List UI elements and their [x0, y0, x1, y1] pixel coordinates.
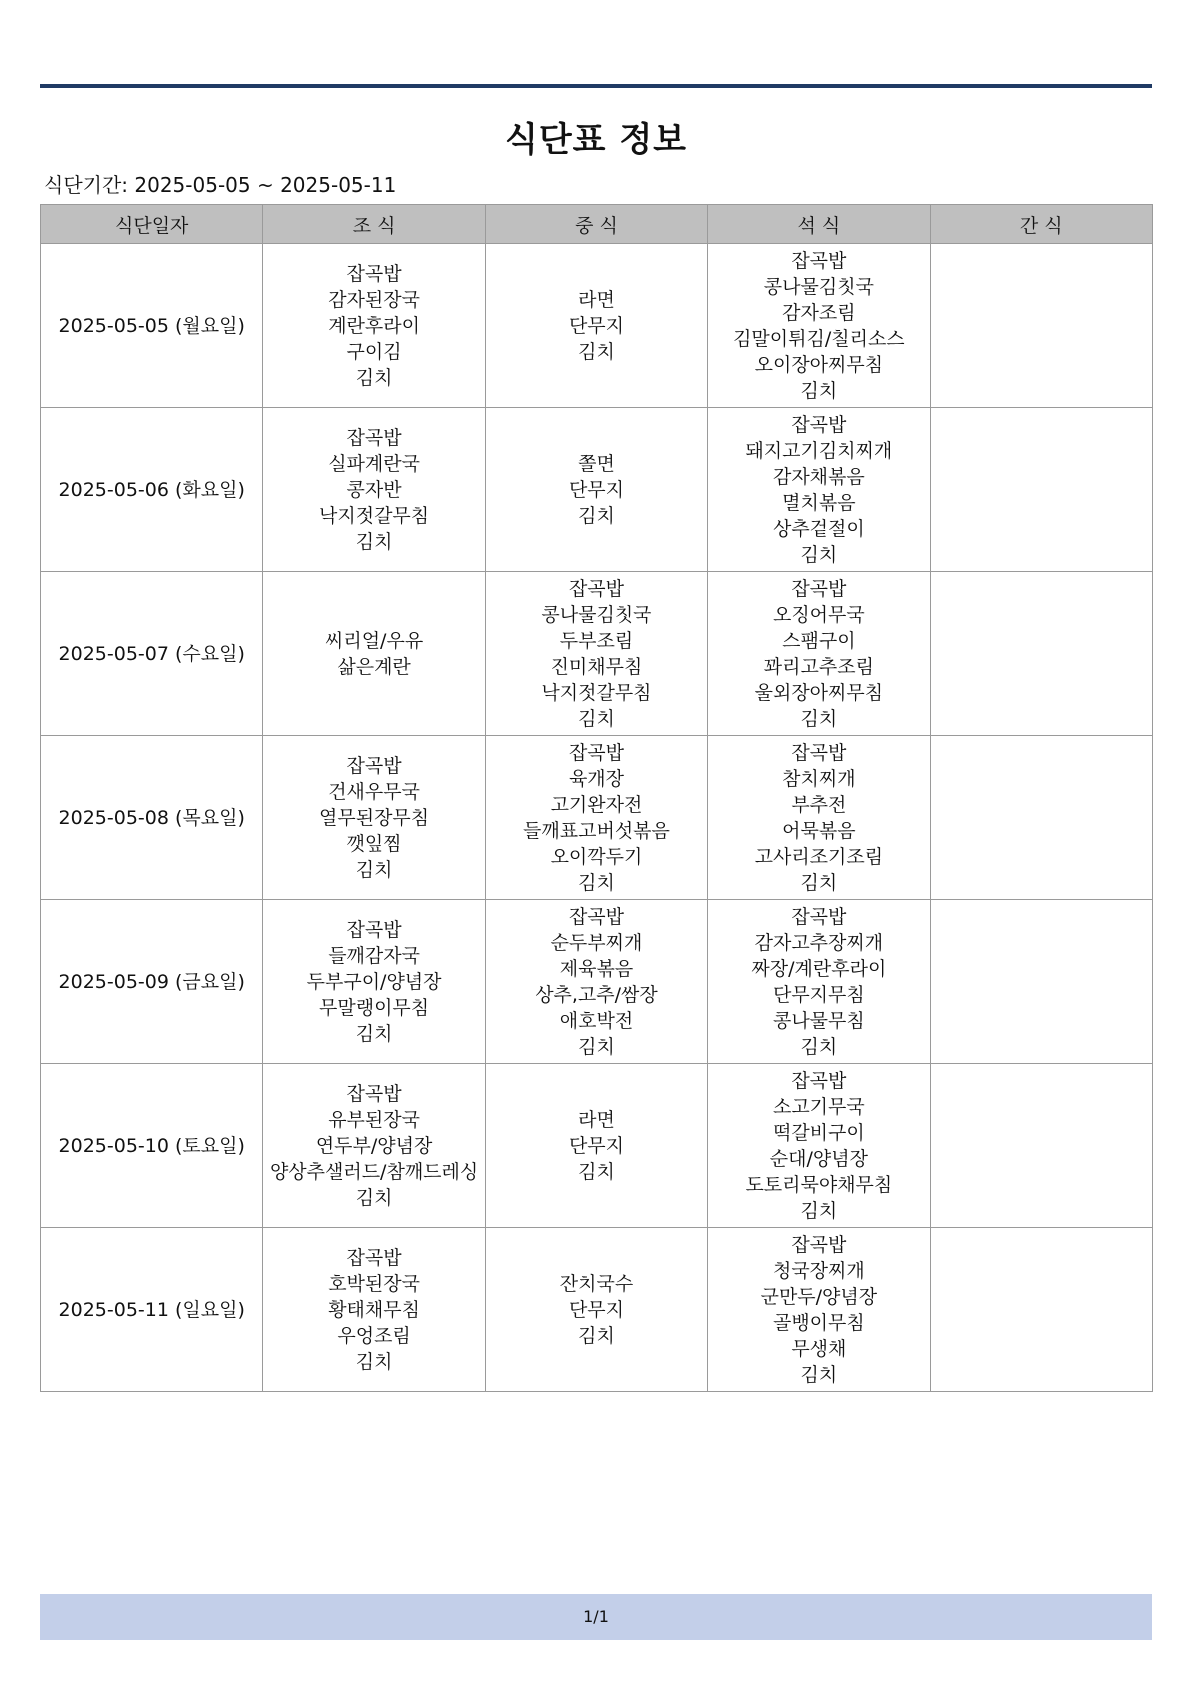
dinner-cell: [708, 572, 930, 736]
dinner-cell: [708, 900, 930, 1064]
lunch-cell: [485, 900, 707, 1064]
dish-item: 김치: [578, 340, 615, 363]
dish-item: 잡곡밥: [791, 1069, 847, 1092]
dish-item: 잡곡밥: [568, 905, 624, 928]
dish-item: 감자조림: [782, 301, 856, 324]
dish-item: 감자된장국: [328, 288, 420, 311]
date-cell: 2025-05-10 (토요일): [41, 1064, 263, 1228]
breakfast-cell: [263, 408, 485, 572]
dish-item: 구이김: [346, 340, 402, 363]
dish-item: 낙지젓갈무침: [319, 504, 430, 527]
column-header-date: 식단일자: [41, 205, 263, 244]
dish-item: 순두부찌개: [550, 931, 643, 954]
dish-item: 잡곡밥: [568, 577, 624, 600]
menu-table: [40, 204, 1153, 1392]
dish-item: 진미채무침: [550, 655, 643, 678]
date-cell: 2025-05-09 (금요일): [41, 900, 263, 1064]
snack-cell: [930, 1228, 1152, 1392]
dish-item: 단무지: [568, 1134, 624, 1157]
column-header-snack: 간 식: [930, 205, 1152, 244]
dish-item: 김치: [800, 543, 838, 566]
column-header-lunch: 중 식: [485, 205, 707, 244]
breakfast-cell: [263, 1228, 485, 1392]
dish-item: 멸치볶음: [782, 491, 856, 514]
snack-cell: [930, 244, 1152, 408]
dish-item: 실파계란국: [328, 452, 420, 475]
dish-item: 단무지: [568, 314, 624, 337]
dish-item: 김치: [355, 1350, 393, 1373]
dish-item: 잡곡밥: [791, 413, 847, 436]
date-cell: 2025-05-11 (일요일): [41, 1228, 263, 1392]
dish-item: 황태채무침: [328, 1298, 420, 1321]
dish-item: 스팸구이: [782, 629, 856, 652]
dish-item: 깻잎찜: [346, 832, 402, 855]
dish-item: 양상추샐러드/참깨드레싱: [269, 1160, 479, 1183]
dish-item: 김치: [355, 1186, 393, 1209]
dish-item: 육개장: [568, 767, 624, 790]
table-row: [41, 244, 1153, 408]
top-divider: [40, 84, 1152, 88]
menu-period: 식단기간: 2025-05-05 ~ 2025-05-11: [44, 173, 397, 197]
dish-item: 김치: [578, 1035, 615, 1058]
dish-item: 상추,고추/쌈장: [535, 983, 658, 1006]
dish-item: 무생채: [791, 1337, 847, 1360]
dish-item: 잡곡밥: [791, 905, 847, 928]
date-cell: 2025-05-07 (수요일): [41, 572, 263, 736]
dish-item: 고사리조기조림: [754, 845, 884, 868]
dish-item: 라면: [578, 1108, 615, 1131]
dish-item: 잔치국수: [559, 1272, 634, 1295]
page-title: 식단표 정보: [504, 120, 688, 160]
dish-item: 꽈리고추조림: [763, 655, 874, 678]
dish-item: 오징어무국: [772, 603, 865, 626]
dinner-cell: [708, 244, 930, 408]
table-row: [41, 1064, 1153, 1228]
dish-item: 김치: [800, 379, 838, 402]
dish-item: 김치: [800, 707, 838, 730]
dish-item: 씨리얼/우유: [325, 629, 424, 652]
dish-item: 김치: [800, 1035, 838, 1058]
dish-item: 청국장찌개: [772, 1259, 865, 1282]
dish-item: 잡곡밥: [568, 741, 624, 764]
table-row: [41, 572, 1153, 736]
dish-item: 소고기무국: [772, 1095, 865, 1118]
dish-item: 도토리묵야채무침: [745, 1173, 893, 1196]
dish-item: 상추겉절이: [772, 517, 865, 540]
dinner-cell: [708, 1064, 930, 1228]
dish-item: 낙지젓갈무침: [541, 681, 652, 704]
breakfast-cell: [263, 572, 485, 736]
dish-item: 단무지: [568, 1298, 624, 1321]
lunch-cell: [485, 244, 707, 408]
dish-item: 어묵볶음: [782, 819, 856, 842]
dish-item: 돼지고기김치찌개: [745, 439, 893, 462]
menu-table-body: [41, 244, 1153, 1392]
dish-item: 콩나물김칫국: [763, 275, 874, 298]
dish-item: 감자채볶음: [772, 465, 865, 488]
dish-item: 군만두/양념장: [760, 1285, 878, 1308]
table-row: [41, 900, 1153, 1064]
dinner-cell: [708, 408, 930, 572]
snack-cell: [930, 736, 1152, 900]
dish-item: 김치: [578, 1160, 615, 1183]
column-header-dinner: 석 식: [708, 205, 930, 244]
dish-item: 콩자반: [346, 478, 402, 501]
dish-item: 들깨감자국: [328, 944, 420, 967]
dish-item: 김치: [578, 871, 615, 894]
dish-item: 고기완자전: [550, 793, 643, 816]
dish-item: 삶은계란: [337, 655, 411, 678]
dish-item: 오이장아찌무침: [754, 353, 884, 376]
breakfast-cell: [263, 900, 485, 1064]
lunch-cell: [485, 572, 707, 736]
dish-item: 잡곡밥: [791, 249, 847, 272]
column-header-breakfast: 조 식: [263, 205, 485, 244]
menu-table-header: [41, 205, 1153, 244]
dish-item: 김치: [355, 1022, 393, 1045]
lunch-cell: [485, 1064, 707, 1228]
dish-item: 김치: [578, 707, 615, 730]
breakfast-cell: [263, 1064, 485, 1228]
dish-item: 들깨표고버섯볶음: [523, 819, 670, 842]
dish-item: 잡곡밥: [346, 918, 402, 941]
breakfast-cell: [263, 736, 485, 900]
dish-item: 건새우무국: [328, 780, 420, 803]
dish-item: 김치: [578, 504, 615, 527]
dish-item: 열무된장무침: [319, 806, 430, 829]
dish-item: 단무지무침: [772, 983, 865, 1006]
dish-item: 부추전: [791, 793, 847, 816]
dish-item: 김치: [578, 1324, 615, 1347]
dish-item: 콩나물무침: [772, 1009, 865, 1032]
dish-item: 잡곡밥: [791, 577, 847, 600]
dinner-cell: [708, 736, 930, 900]
dish-item: 두부구이/양념장: [306, 970, 442, 993]
dish-item: 두부조림: [559, 629, 634, 652]
dish-item: 잡곡밥: [346, 426, 402, 449]
dish-item: 잡곡밥: [791, 741, 847, 764]
table-row: [41, 1228, 1153, 1392]
dish-item: 김치: [355, 366, 393, 389]
dish-item: 참치찌개: [782, 767, 856, 790]
dish-item: 김치: [355, 858, 393, 881]
snack-cell: [930, 572, 1152, 736]
date-cell: 2025-05-05 (월요일): [41, 244, 263, 408]
dish-item: 김치: [800, 1199, 838, 1222]
dish-item: 잡곡밥: [346, 754, 402, 777]
dish-item: 쫄면: [578, 452, 615, 475]
breakfast-cell: [263, 244, 485, 408]
dish-item: 라면: [578, 288, 615, 311]
dish-item: 울외장아찌무침: [754, 681, 884, 704]
dish-item: 골뱅이무침: [772, 1311, 865, 1334]
dish-item: 김치: [800, 1363, 838, 1386]
dish-item: 애호박전: [559, 1009, 634, 1032]
dish-item: 순대/양념장: [769, 1147, 868, 1170]
table-row: [41, 736, 1153, 900]
dish-item: 단무지: [568, 478, 624, 501]
dinner-cell: [708, 1228, 930, 1392]
dish-item: 오이깍두기: [550, 845, 643, 868]
dish-item: 유부된장국: [328, 1108, 420, 1131]
dish-item: 잡곡밥: [346, 1246, 402, 1269]
dish-item: 우엉조림: [337, 1324, 411, 1347]
dish-item: 제육볶음: [559, 957, 634, 980]
date-cell: 2025-05-08 (목요일): [41, 736, 263, 900]
footer-bar: [40, 1594, 1152, 1640]
dish-item: 잡곡밥: [346, 1082, 402, 1105]
dish-item: 짜장/계란후라이: [751, 957, 887, 980]
dish-item: 김치: [800, 871, 838, 894]
dish-item: 연두부/양념장: [315, 1134, 433, 1157]
snack-cell: [930, 1064, 1152, 1228]
snack-cell: [930, 900, 1152, 1064]
dish-item: 감자고추장찌개: [754, 931, 884, 954]
date-cell: 2025-05-06 (화요일): [41, 408, 263, 572]
dish-item: 김치: [355, 530, 393, 553]
dish-item: 호박된장국: [328, 1272, 420, 1295]
lunch-cell: [485, 1228, 707, 1392]
dish-item: 계란후라이: [328, 314, 420, 337]
header-row: [41, 205, 1153, 244]
dish-item: 무말랭이무침: [319, 996, 430, 1019]
page-indicator: 1/1: [583, 1607, 609, 1626]
lunch-cell: [485, 408, 707, 572]
dish-item: 김말이튀김/칠리소스: [733, 327, 905, 350]
dish-item: 잡곡밥: [346, 262, 402, 285]
table-row: [41, 408, 1153, 572]
dish-item: 떡갈비구이: [772, 1121, 865, 1144]
dish-item: 잡곡밥: [791, 1233, 847, 1256]
lunch-cell: [485, 736, 707, 900]
snack-cell: [930, 408, 1152, 572]
dish-item: 콩나물김칫국: [541, 603, 652, 626]
